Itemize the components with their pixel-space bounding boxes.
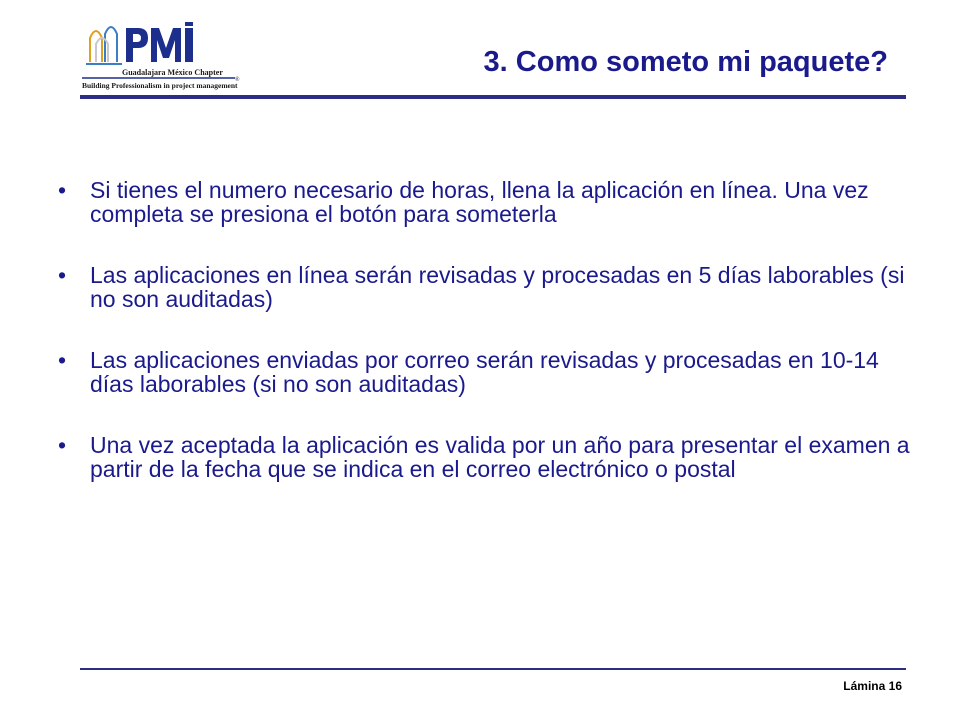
logo-tagline-text: Building Professionalism in project management [82, 81, 238, 90]
bullet-marker: • [58, 347, 67, 373]
bullet-list [54, 178, 914, 518]
logo-chapter-text: Guadalajara México Chapter [122, 68, 223, 77]
slide-number: Lámina 16 [843, 679, 902, 693]
bullet-text: Si tienes el numero necesario de horas, llena la aplicación en línea. Una vez completa se presiona el botón para someterla [90, 177, 869, 227]
pmi-wordmark [126, 22, 193, 62]
bullet-marker: • [58, 432, 67, 458]
pmi-chapter-logo [80, 18, 270, 98]
bullet-item [54, 433, 914, 481]
registered-mark: ® [235, 77, 240, 83]
title-divider [80, 95, 906, 99]
bullet-item [54, 178, 914, 226]
bullet-item [54, 263, 914, 311]
bullet-text: Las aplicaciones enviadas por correo serán revisadas y procesadas en 10-14 días laborables (si no son auditadas) [90, 347, 879, 397]
bullet-marker: • [58, 262, 67, 288]
bullet-marker: • [58, 177, 67, 203]
footer-divider [80, 668, 906, 670]
arches-emblem-icon [86, 27, 122, 64]
bullet-text: Las aplicaciones en línea serán revisadas y procesadas en 5 días laborables (si no son auditadas) [90, 262, 905, 312]
bullet-text: Una vez aceptada la aplicación es valida por un año para presentar el examen a partir de la fecha que se indica en el correo electrónico o postal [90, 432, 910, 482]
bullet-item [54, 348, 914, 396]
slide-title: 3. Como someto mi paquete? [483, 46, 888, 78]
